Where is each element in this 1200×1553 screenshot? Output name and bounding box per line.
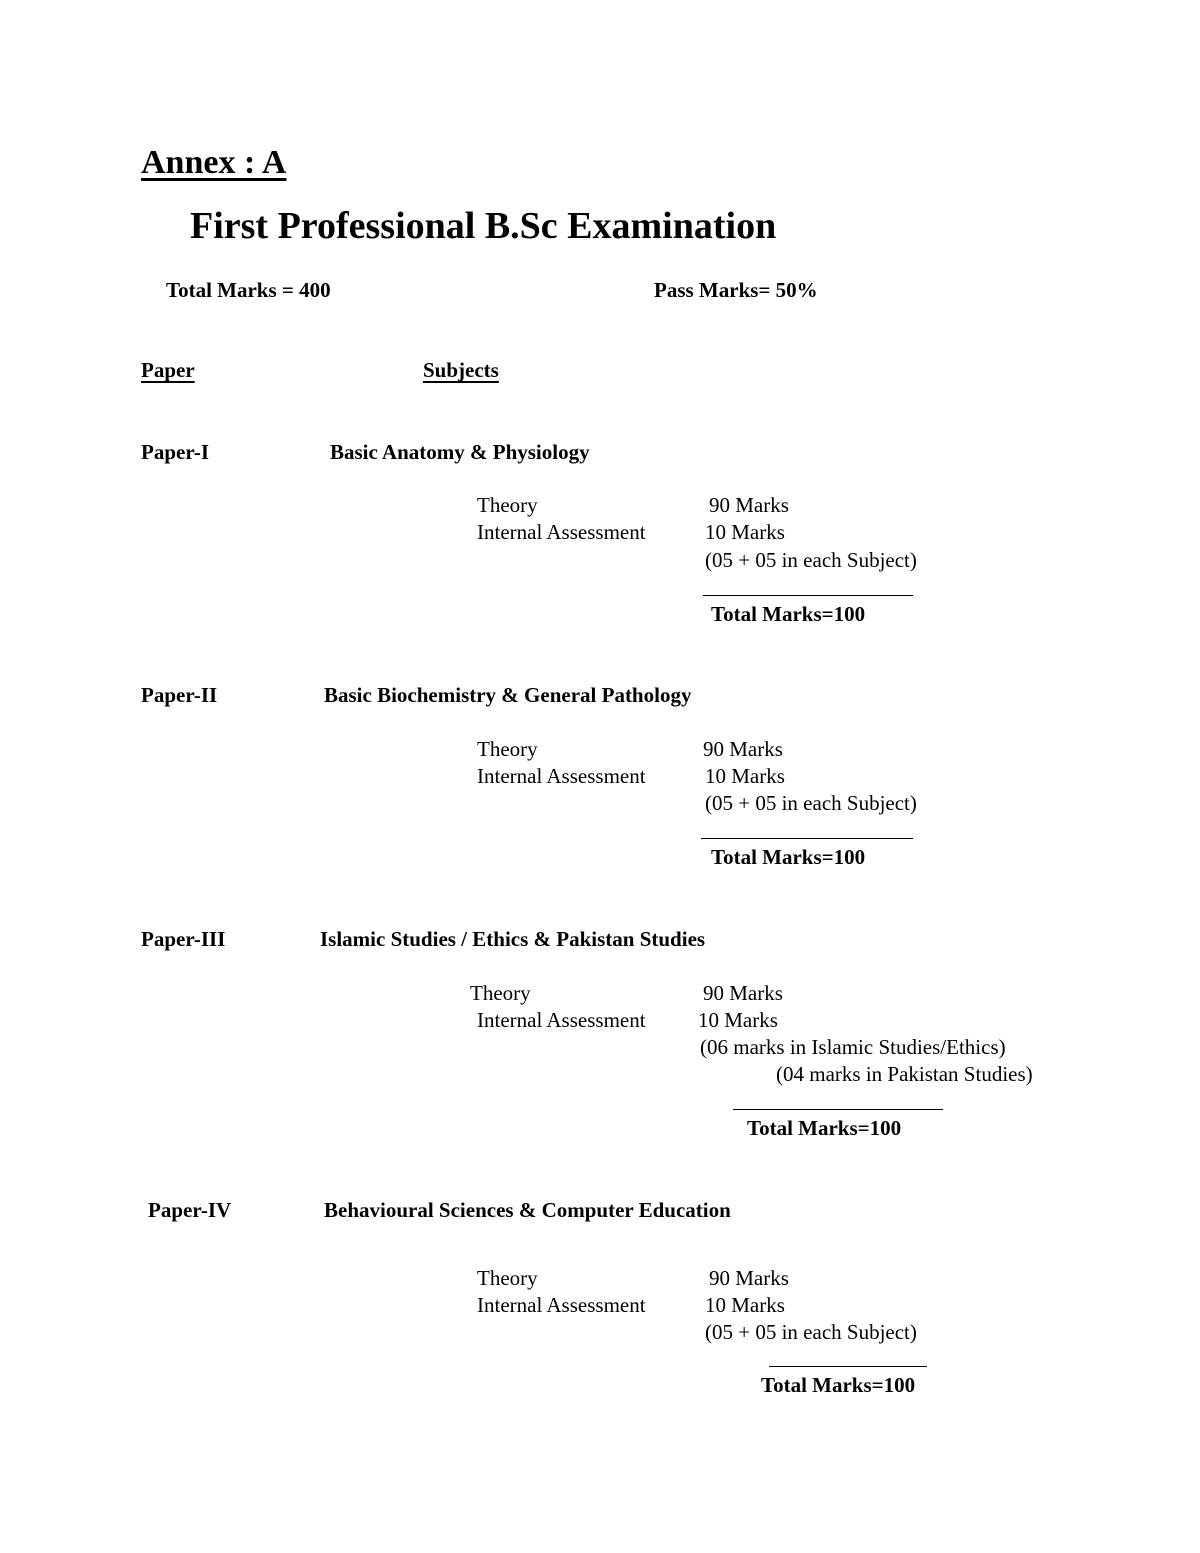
column-header-paper: Paper	[141, 358, 195, 382]
paper-subject: Islamic Studies / Ethics & Pakistan Studies	[320, 927, 706, 951]
theory-marks: 90 Marks	[709, 1266, 789, 1290]
paper-subject: Basic Anatomy & Physiology	[330, 440, 590, 464]
theory-label: Theory	[477, 737, 538, 761]
total-divider	[769, 1366, 927, 1367]
paper-subject: Behavioural Sciences & Computer Education	[324, 1198, 731, 1222]
theory-label: Theory	[470, 981, 531, 1005]
assessment-note: (05 + 05 in each Subject)	[705, 1320, 917, 1344]
column-header-subjects: Subjects	[423, 358, 499, 382]
assessment-note: (05 + 05 in each Subject)	[705, 791, 917, 815]
pass-marks-label: Pass Marks= 50%	[654, 278, 818, 302]
theory-label: Theory	[477, 1266, 538, 1290]
theory-marks: 90 Marks	[709, 493, 789, 517]
paper-label: Paper-II	[141, 683, 218, 707]
paper-total-marks: Total Marks=100	[711, 845, 866, 869]
total-marks-label: Total Marks = 400	[166, 278, 331, 302]
total-divider	[703, 595, 913, 596]
internal-assessment-label: Internal Assessment	[477, 1293, 646, 1317]
paper-label: Paper-III	[141, 927, 226, 951]
paper-total-marks: Total Marks=100	[761, 1373, 916, 1397]
internal-assessment-label: Internal Assessment	[477, 520, 646, 544]
internal-assessment-marks: 10 Marks	[698, 1008, 778, 1032]
total-divider	[701, 838, 913, 839]
paper-total-marks: Total Marks=100	[747, 1116, 902, 1140]
total-divider	[733, 1109, 943, 1110]
page-title: First Professional B.Sc Examination	[190, 205, 777, 247]
theory-marks: 90 Marks	[703, 737, 783, 761]
internal-assessment-label: Internal Assessment	[477, 1008, 646, 1032]
paper-label: Paper-I	[141, 440, 210, 464]
annex-heading: Annex : A	[141, 144, 287, 181]
assessment-note: (05 + 05 in each Subject)	[705, 548, 917, 572]
theory-label: Theory	[477, 493, 538, 517]
assessment-note-islamic: (06 marks in Islamic Studies/Ethics)	[700, 1035, 1006, 1059]
internal-assessment-marks: 10 Marks	[705, 764, 785, 788]
internal-assessment-marks: 10 Marks	[705, 1293, 785, 1317]
paper-subject: Basic Biochemistry & General Pathology	[324, 683, 692, 707]
assessment-note-pakistan: (04 marks in Pakistan Studies)	[776, 1062, 1033, 1086]
paper-label: Paper-IV	[148, 1198, 232, 1222]
internal-assessment-label: Internal Assessment	[477, 764, 646, 788]
internal-assessment-marks: 10 Marks	[705, 520, 785, 544]
theory-marks: 90 Marks	[703, 981, 783, 1005]
paper-total-marks: Total Marks=100	[711, 602, 866, 626]
